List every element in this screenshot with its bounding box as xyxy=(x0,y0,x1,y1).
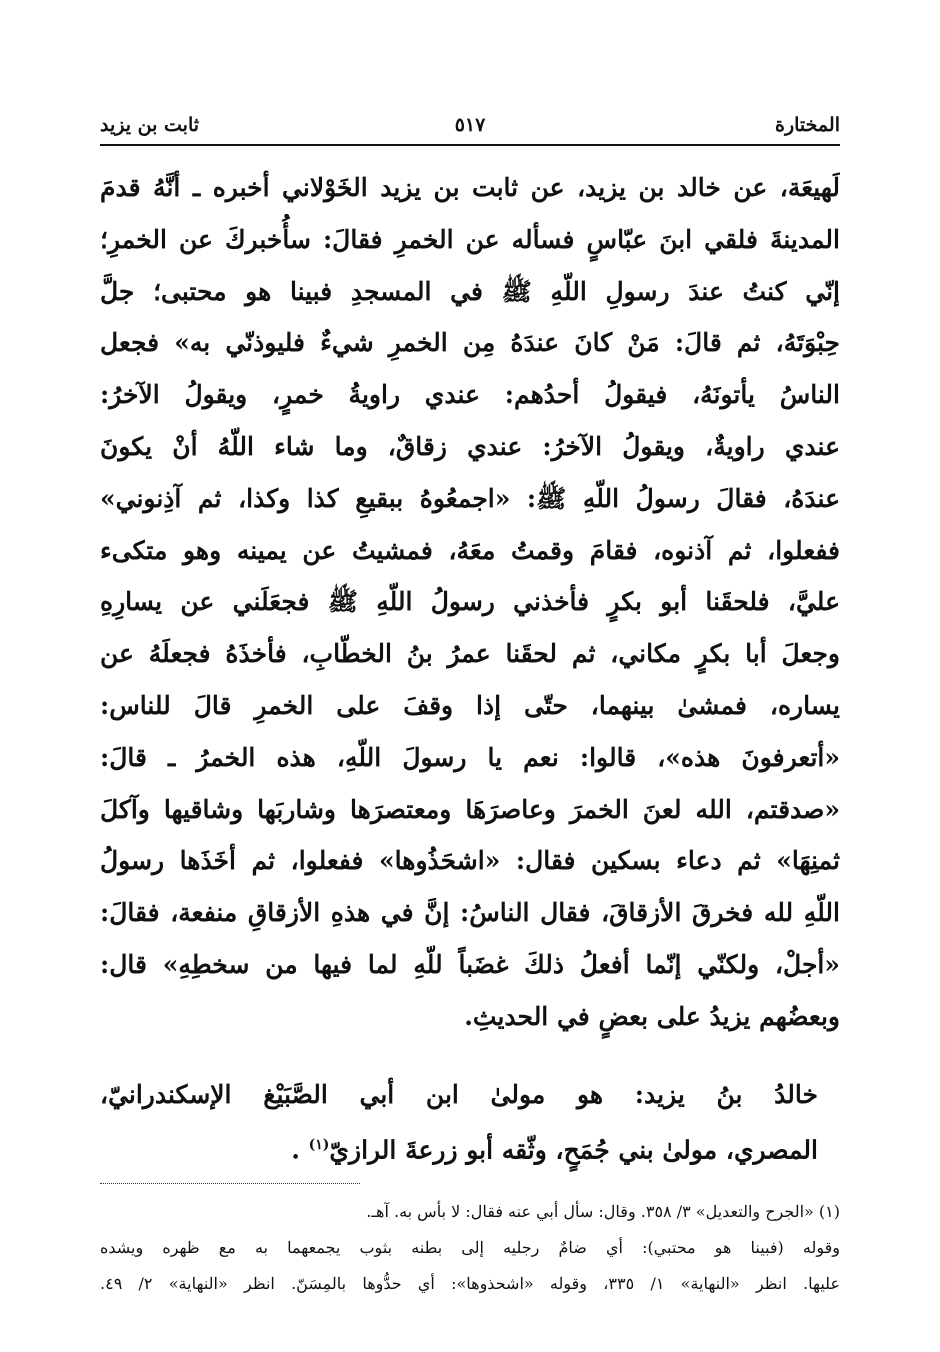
entry-title: ثابت بن يزيد xyxy=(100,114,200,136)
footnote-line: عليها. انظر «النهاية» ١/ ٣٣٥، وقوله «اشحذوها»: أي حدُّوها بالمِسَنّ. انظر «النهاية» ٢/ ٤٩. xyxy=(100,1274,840,1293)
footnote-line: (١) «الجرح والتعديل» ٣/ ٣٥٨. وقال: سأل أبي عنه فقال: لا بأس به. آهـ. xyxy=(366,1202,840,1221)
text-line: ففعلوا، ثم آذنوه، فقامَ وقمتُ معَهُ، فمشيتُ عن يمينه وهو متكىء xyxy=(100,535,840,565)
text-line: وجعلَ أبا بكرٍ مكاني، ثم لحقَنا عمرُ بنُ الخطّابِ، فأخذَهُ فجعلَهُ عن xyxy=(100,639,840,669)
text-line: اللّهِ لله فخرقَ الأزقاقَ، فقال الناسُ: إنَّ في هذهِ الأزقاقِ منفعة، فقالَ: xyxy=(100,898,840,928)
text-line: المدينةَ فلقي ابنَ عبّاسٍ فسأله عن الخمرِ فقالَ: سأُخبركَ عن الخمرِ؛ xyxy=(100,224,840,254)
text-line: وبعضُهم يزيدُ على بعضٍ في الحديثِ. xyxy=(464,1001,840,1031)
text-span: المصري، مولىٰ بني جُمَحٍ، وثّقه أبو زرعةَ الرازيّ xyxy=(329,1135,818,1165)
book-title: المختارة xyxy=(775,114,840,136)
running-header xyxy=(100,108,840,146)
footnote-separator xyxy=(100,1183,360,1184)
text-line: عندَهُ، فقالَ رسولُ اللّهِ ﷺ: «اجمعُوهُ ببقيعِ كذا وكذا، ثم آذِنوني» xyxy=(100,483,840,513)
text-line: يساره، فمشىٰ بينهما، حتّى إذا وقفَ على الخمرِ قالَ للناس: xyxy=(100,690,840,720)
footnote-marker[interactable]: (١) xyxy=(308,1137,330,1154)
text-line: «صدقتم، الله لعنَ الخمرَ وعاصرَهَا ومعتصرَها وشاربَها وشاقيها وآكلَ xyxy=(100,794,840,824)
text-line: ثمنِهَا» ثم دعاء بسكين فقال: «اشحَذُوها» ففعلوا، ثم أخَذَها رسولُ xyxy=(100,846,840,876)
main-text xyxy=(100,162,840,1172)
paragraph-gap xyxy=(100,1043,840,1069)
text-line: خالدُ بنُ يزيد: هو مولىٰ ابن أبي الصَّبَيْغ الإسكندرانيّ، xyxy=(100,1079,818,1109)
text-line: عندي راويةٌ، ويقولُ الآخرُ: عندي زقاقٌ، وما شاء اللّهُ أنْ يكونَ xyxy=(100,431,840,461)
text-line: حِبْوَتَهُ، ثم قالَ: مَنْ كانَ عندَهُ مِن الخمرِ شيءٌ فليوذنّي به» فجعل xyxy=(100,328,840,358)
text-line: لَهيعَة، عن خالد بن يزيد، عن ثابت بن يزيد الخَوْلاني أخبره ـ أنَّهُ قدمَ xyxy=(100,173,840,202)
text-line: إنّي كنتُ عندَ رسولِ اللّهِ ﷺ في المسجدِ فبينا هو محتبى؛ جلَّ xyxy=(100,276,840,306)
text-line: الناسُ يأتونَهُ، فيقولُ أحدُهم: عندي راويةُ خمرٍ، ويقولُ الآخرُ: xyxy=(100,380,840,410)
text-line: «أتعرفونَ هذه»، قالوا: نعم يا رسولَ اللّهِ، هذه الخمرُ ـ قالَ: xyxy=(100,742,840,772)
text-line: «أجلْ، ولكنّي إنّما أفعلُ ذلكَ غضَباً للّهِ لما فيها من سخطِهِ» قال: xyxy=(100,949,840,979)
text-line: عليَّ، فلحقَنا أبو بكرٍ فأخذني رسولُ اللّهِ ﷺ فجعَلَني عن يسارِهِ xyxy=(100,587,840,617)
footnotes xyxy=(100,1194,840,1302)
sentence-end: . xyxy=(291,1135,300,1165)
text-line-with-footnote xyxy=(100,1120,840,1172)
footnote-line: وقوله (فبينا هو محتبي): أي ضامٌ رجليه إلى بطنه بثوب يجمعهما به مع ظهره ويشده xyxy=(100,1238,840,1257)
page-number: ٥١٧ xyxy=(454,114,486,136)
